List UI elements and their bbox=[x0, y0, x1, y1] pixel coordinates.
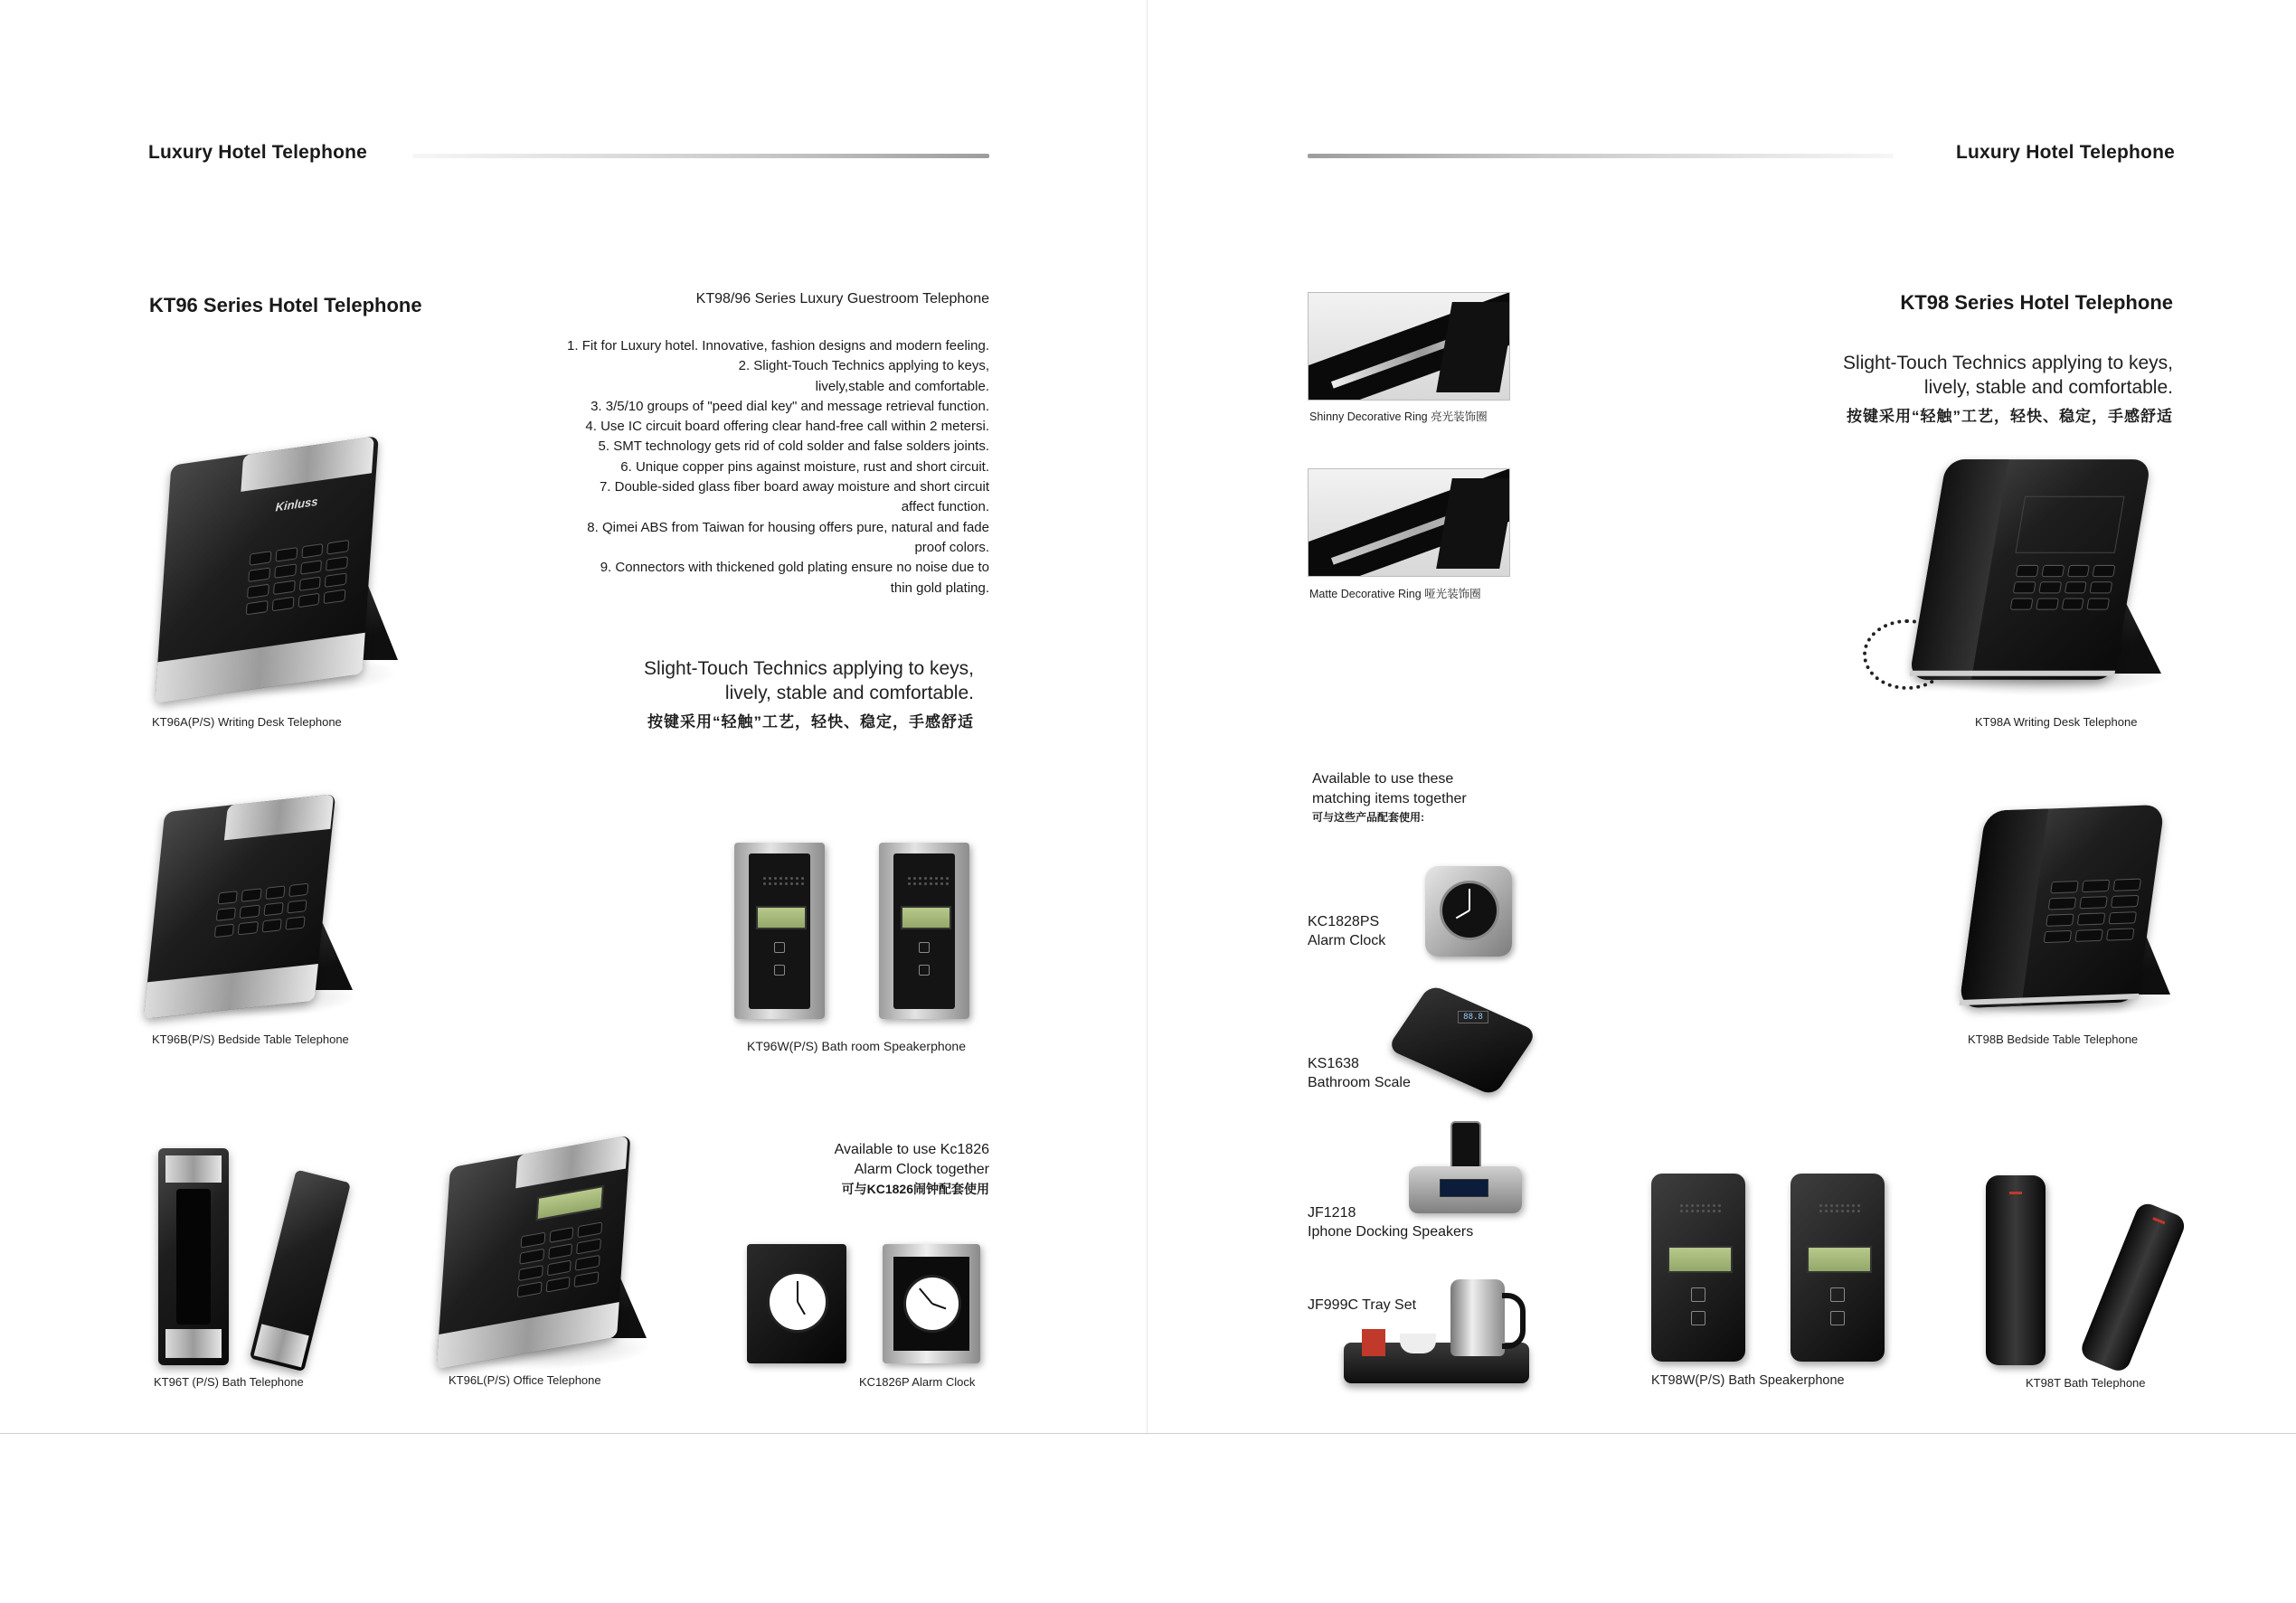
shiny-ring-image bbox=[1308, 292, 1510, 401]
kt96l-phone-image bbox=[425, 1144, 651, 1370]
matte-ring-caption: Matte Decorative Ring 哑光装饰圈 bbox=[1309, 588, 1481, 600]
feature-line: 5. SMT technology gets rid of cold solder and false solders joints. bbox=[598, 438, 989, 455]
right-page bbox=[1148, 0, 2296, 1433]
kt98b-caption: KT98B Bedside Table Telephone bbox=[1968, 1033, 2139, 1046]
kt98a-caption: KT98A Writing Desk Telephone bbox=[1975, 715, 2138, 729]
feature-line: 1. Fit for Luxury hotel. Innovative, fashion designs and modern feeling. bbox=[567, 338, 989, 354]
jf1218-speaker-image bbox=[1409, 1121, 1526, 1221]
tagline-cn: 按键采用“轻触”工艺，轻快、稳定，手感舒适 bbox=[1847, 408, 2173, 425]
kc1828ps-name: Alarm Clock bbox=[1308, 933, 1386, 948]
kt96a-phone-image bbox=[145, 443, 407, 705]
tagline-line-2: lively, stable and comfortable. bbox=[724, 683, 974, 703]
scale-display: 88.8 bbox=[1458, 1011, 1488, 1023]
tagline-line-1: Slight-Touch Technics applying to keys, bbox=[644, 658, 974, 679]
feature-line: 4. Use IC circuit board offering clear hand-free call within 2 metersi. bbox=[585, 419, 989, 435]
tagline-line-1: Slight-Touch Technics applying to keys, bbox=[1843, 353, 2173, 373]
feature-line: proof colors. bbox=[914, 539, 989, 555]
matching-line-2: matching items together bbox=[1312, 791, 1467, 806]
tagline-cn: 按键采用“轻触”工艺，轻快、稳定，手感舒适 bbox=[647, 713, 974, 731]
feature-line: 6. Unique copper pins against moisture, rust and short circuit. bbox=[620, 458, 989, 475]
matching-line-1: Available to use these bbox=[1312, 771, 1454, 787]
kt96t-phone-image-1 bbox=[158, 1148, 231, 1365]
kt98t-caption: KT98T Bath Telephone bbox=[2026, 1376, 2146, 1390]
left-tagline-block bbox=[561, 656, 974, 731]
ks1638-code: KS1638 bbox=[1308, 1056, 1359, 1071]
jf999c-label: JF999C Tray Set bbox=[1308, 1297, 1417, 1313]
kt98w-caption: KT98W(P/S) Bath Speakerphone bbox=[1651, 1373, 1845, 1388]
jf1218-code: JF1218 bbox=[1308, 1205, 1356, 1221]
right-header-rule bbox=[1308, 154, 1894, 158]
right-tagline-block bbox=[1781, 351, 2173, 426]
kt98b-phone-image bbox=[1944, 800, 2179, 1022]
matching-note bbox=[1312, 769, 1467, 825]
kt96w-caption: KT96W(P/S) Bath room Speakerphone bbox=[747, 1039, 967, 1053]
alarm-note-cn: 可与KC1826闹钟配套使用 bbox=[841, 1182, 989, 1196]
shiny-ring-caption: Shinny Decorative Ring 亮光装饰圈 bbox=[1309, 410, 1488, 423]
kt96b-phone-image bbox=[140, 796, 357, 1022]
kt98t-phone-image-1 bbox=[1986, 1175, 2049, 1365]
feature-line: 8. Qimei ABS from Taiwan for housing offers pure, natural and fade bbox=[587, 519, 989, 535]
left-header-title: Luxury Hotel Telephone bbox=[148, 142, 368, 163]
feature-list bbox=[488, 336, 989, 599]
feature-line: 7. Double-sided glass fiber board away moisture and short circuit bbox=[599, 479, 989, 495]
kt96w-speakerphone-image-2 bbox=[879, 843, 969, 1019]
feature-line: 9. Connectors with thickened gold plating ensure no noise due to bbox=[600, 560, 989, 576]
kc1828ps-label bbox=[1308, 912, 1385, 950]
feature-line: 3. 3/5/10 groups of "peed dial key" and message retrieval function. bbox=[591, 398, 989, 414]
feature-line: 2. Slight-Touch Technics applying to keys, bbox=[738, 358, 989, 374]
left-page bbox=[0, 0, 1148, 1433]
alarm-note bbox=[796, 1140, 989, 1198]
tagline-line-2: lively, stable and comfortable. bbox=[1923, 377, 2173, 398]
jf999c-tray-image bbox=[1344, 1279, 1534, 1392]
feature-line: lively,stable and comfortable. bbox=[815, 378, 989, 394]
kc1826p-clock-image-2 bbox=[883, 1244, 980, 1363]
kc1828ps-code: KC1828PS bbox=[1308, 914, 1380, 929]
feature-line: thin gold plating. bbox=[890, 580, 989, 596]
matching-cn: 可与这些产品配套使用: bbox=[1312, 811, 1424, 824]
kt96t-phone-image-2 bbox=[231, 1165, 384, 1384]
ks1638-scale-image bbox=[1394, 993, 1530, 1092]
guestroom-title: KT98/96 Series Luxury Guestroom Telephone bbox=[695, 291, 989, 306]
kc1826p-clock-image-1 bbox=[747, 1244, 846, 1363]
bottom-band bbox=[0, 1433, 2296, 1603]
kc1826p-caption: KC1826P Alarm Clock bbox=[859, 1375, 976, 1389]
matte-ring-image bbox=[1308, 468, 1510, 577]
kt98a-phone-image bbox=[1863, 457, 2170, 701]
kc1828ps-clock-image bbox=[1425, 866, 1514, 958]
kt96l-caption: KT96L(P/S) Office Telephone bbox=[449, 1373, 601, 1387]
jf1218-name: Iphone Docking Speakers bbox=[1308, 1224, 1474, 1240]
kt96b-caption: KT96B(P/S) Bedside Table Telephone bbox=[152, 1033, 349, 1046]
alarm-note-line-2: Alarm Clock together bbox=[854, 1162, 989, 1177]
ks1638-name: Bathroom Scale bbox=[1308, 1075, 1411, 1090]
kt96a-caption: KT96A(P/S) Writing Desk Telephone bbox=[152, 715, 342, 729]
kt98w-speakerphone-image-2 bbox=[1791, 1174, 1885, 1362]
kt98t-phone-image-2 bbox=[2051, 1190, 2207, 1386]
feature-line: affect function. bbox=[901, 499, 989, 515]
brand-logo: Kinluss bbox=[275, 494, 319, 514]
kt98-series-title: KT98 Series Hotel Telephone bbox=[1900, 291, 2173, 314]
right-header-title: Luxury Hotel Telephone bbox=[1955, 142, 2175, 163]
kt96-series-title: KT96 Series Hotel Telephone bbox=[149, 294, 422, 316]
kt96w-speakerphone-image-1 bbox=[734, 843, 825, 1019]
left-header-rule bbox=[412, 154, 989, 158]
kt96t-caption: KT96T (P/S) Bath Telephone bbox=[154, 1375, 304, 1389]
alarm-note-line-1: Available to use Kc1826 bbox=[834, 1142, 989, 1157]
kt98w-speakerphone-image-1 bbox=[1651, 1174, 1745, 1362]
